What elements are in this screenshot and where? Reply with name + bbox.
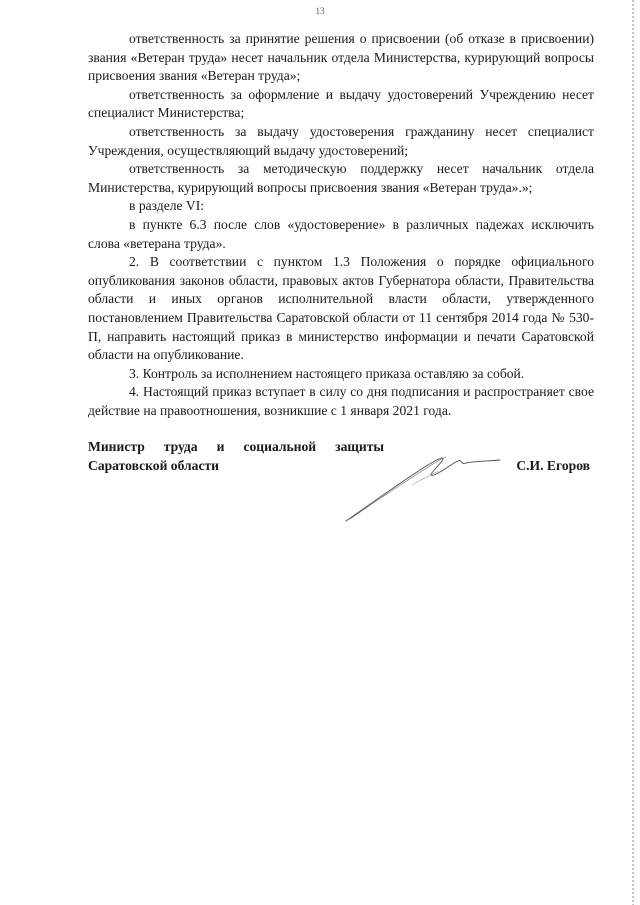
signatory-title-line2: Саратовской области [88, 458, 220, 473]
page-number: 13 [315, 6, 325, 16]
signatory-title-line1: Министр труда и социальной защиты [88, 439, 384, 454]
paragraph: ответственность за методическую поддержку несет начальник отдела Министерства, курирующий вопросы присвоения звания «Ветеран труда».»; [88, 161, 594, 195]
paragraph: 4. Настоящий приказ вступает в силу со дня подписания и распространяет свое действие на правоотношения, возникшие с 1 января 2021 года. [88, 384, 594, 418]
document-body [88, 30, 594, 420]
scan-edge-artifact [632, 0, 634, 905]
paragraph: 3. Контроль за исполнением настоящего приказа оставляю за собой. [129, 365, 525, 381]
paragraph: в пункте 6.3 после слов «удостоверение» в различных падежах исключить слова «ветерана труда». [88, 216, 594, 251]
paragraph: ответственность за принятие решения о присвоении (об отказе в присвоении) звания «Ветеран труда» несет начальник отдела Министерства, курирующий вопросы присвоения звания «Ветеран труда»; [88, 31, 594, 84]
signatory-name: С.И. Егоров [516, 458, 590, 473]
handwritten-signature [342, 445, 502, 525]
paragraph: в разделе VI: [129, 198, 205, 214]
paragraph: ответственность за оформление и выдачу удостоверений Учреждению несет специалист Министерства; [88, 86, 594, 121]
signature-block [88, 437, 594, 527]
paragraph: 2. В соответствии с пунктом 1.3 Положения о порядке официального опубликования законов области, правовых актов Губернатора области, Правительства области и иных органов исполнительной власти области, утвержденного постановлением Правительства Саратовской области от 11 сентября 2014 года № 530-П, направить настоящий приказ в министерство информации и печати Саратовской области на опубликование. [88, 254, 594, 363]
paragraph: ответственность за выдачу удостоверения гражданину несет специалист Учреждения, осуществляющий выдачу удостоверений; [88, 123, 594, 158]
